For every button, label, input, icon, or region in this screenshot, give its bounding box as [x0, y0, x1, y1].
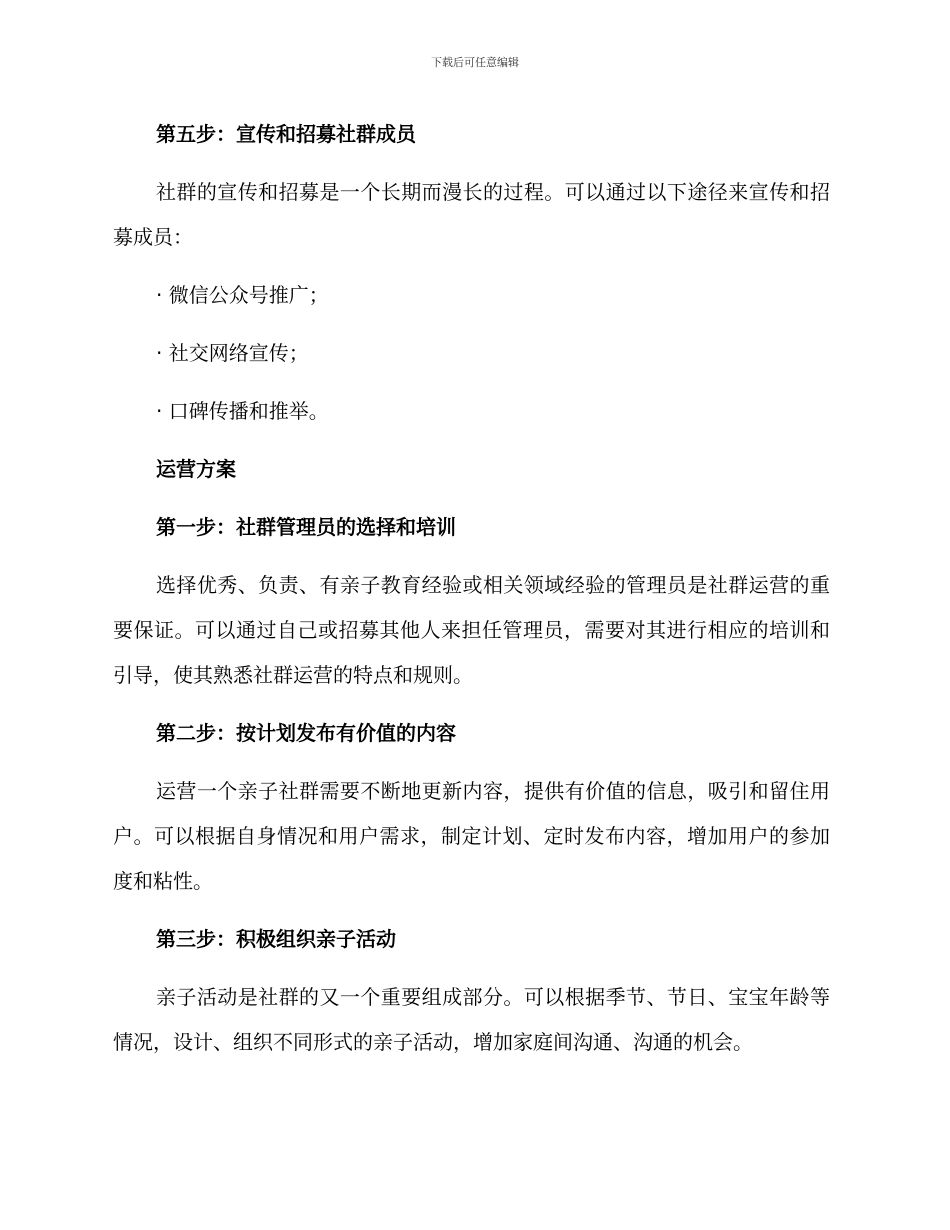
bullet-item-word-of-mouth: · 口碑传播和推举。 — [156, 399, 329, 423]
step3-heading: 第三步：积极组织亲子活动 — [156, 927, 396, 951]
operations-heading: 运营方案 — [156, 457, 236, 481]
admin-paragraph: 选择优秀、负责、有亲子教育经验或相关领域经验的管理员是社群运营的重要保证。可以通过自己或招募其他人来担任管理员，需要对其进行相应的培训和引导，使其熟悉社群运营的特点和规则。 — [113, 573, 830, 687]
recruit-paragraph: 社群的宣传和招募是一个长期而漫长的过程。可以通过以下途径来宣传和招募成员： — [113, 180, 830, 249]
bullet-item-social: · 社交网络宣传； — [156, 341, 309, 365]
step2-heading: 第二步：按计划发布有价值的内容 — [156, 721, 456, 745]
activity-paragraph: 亲子活动是社群的又一个重要组成部分。可以根据季节、节日、宝宝年龄等情况，设计、组织不同形式的亲子活动，增加家庭间沟通、沟通的机会。 — [113, 985, 830, 1054]
content-paragraph: 运营一个亲子社群需要不断地更新内容，提供有价值的信息，吸引和留住用户。可以根据自身情况和用户需求，制定计划、定时发布内容，增加用户的参加度和粘性。 — [113, 779, 830, 893]
step1-heading: 第一步：社群管理员的选择和培训 — [156, 515, 456, 539]
step5-heading: 第五步：宣传和招募社群成员 — [156, 122, 416, 146]
page-header-note: 下载后可任意编辑 — [431, 56, 519, 69]
document-body — [113, 112, 830, 1065]
bullet-item-wechat: · 微信公众号推广； — [156, 283, 329, 307]
